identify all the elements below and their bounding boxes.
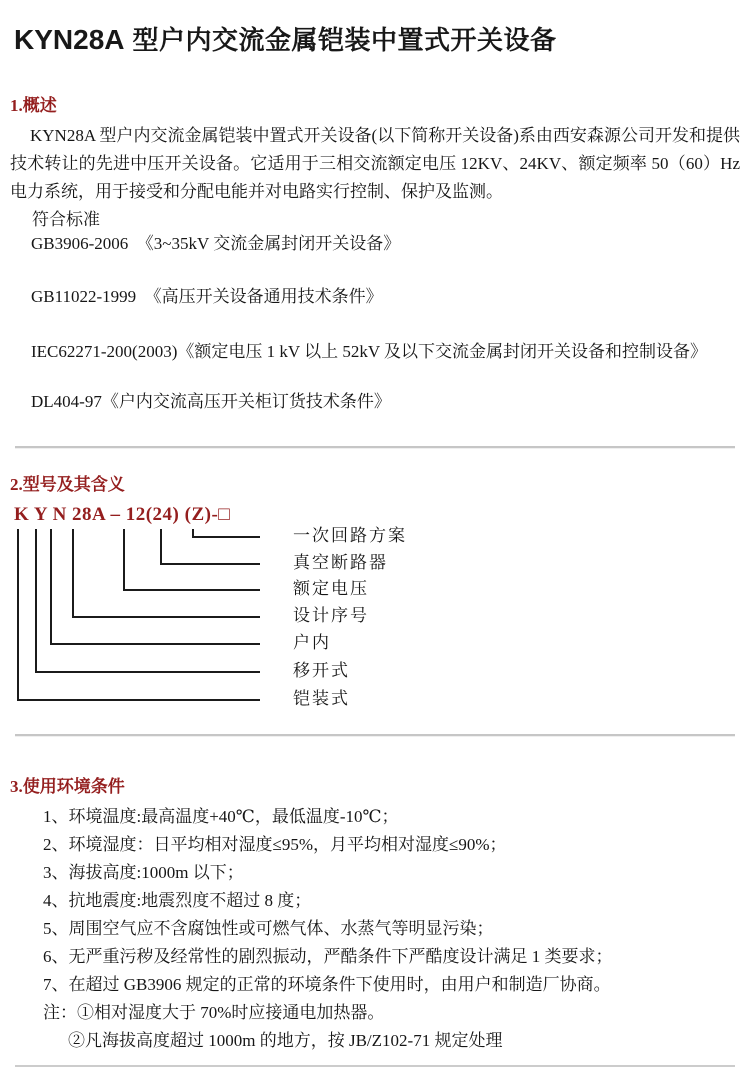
diagram-connector-line: [17, 529, 19, 701]
page-title: [14, 22, 740, 58]
condition-item: 3、海拔高度:1000m 以下；: [43, 863, 244, 882]
condition-item: 7、在超过 GB3906 规定的正常的环境条件下使用时，由用户和制造厂协商。: [43, 975, 611, 994]
title-product-desc: 型户内交流金属铠装中置式开关设备: [132, 25, 557, 55]
overview-paragraph: KYN28A 型户内交流金属铠装中置式开关设备(以下简称开关设备)系由西安森源公司开发和提供技术转让的先进中压开关设备。它适用于三相交流额定电压 12KV、24KV、额定频率 50（60）Hz 电力系统，用于接受和分配电能并对电路实行控制、保护及监测。: [10, 126, 740, 201]
section-divider: [15, 446, 735, 449]
diagram-connector-line: [50, 643, 260, 645]
condition-item: 6、无严重污秽及经常性的剧烈振动，严酷条件下严酷度设计满足 1 类要求；: [43, 947, 613, 966]
model-code-diagram: [10, 526, 740, 725]
diagram-connector-line: [160, 529, 162, 565]
diagram-connector-line: [123, 529, 125, 591]
section-1-heading: 1.概述: [10, 96, 57, 115]
note-item: 注：①相对湿度大于 70%时应接通电加热器。: [43, 1003, 385, 1022]
diagram-label: 户内: [293, 633, 331, 652]
diagram-label: 额定电压: [293, 579, 369, 598]
diagram-connector-line: [123, 589, 260, 591]
diagram-connector-line: [72, 529, 74, 618]
model-code: K Y N 28A – 12(24) (Z)-□: [14, 504, 231, 525]
diagram-connector-line: [17, 699, 260, 701]
diagram-label: 移开式: [293, 661, 350, 680]
standards-list: [10, 234, 740, 412]
title-product-code: KYN28A: [14, 24, 125, 55]
condition-item: 5、周围空气应不含腐蚀性或可燃气体、水蒸气等明显污染；: [43, 919, 494, 938]
diagram-connector-line: [35, 671, 260, 673]
diagram-connector-line: [72, 616, 260, 618]
standard-item: GB3906-2006 《3~35kV 交流金属封闭开关设备》: [31, 234, 401, 253]
diagram-label: 真空断路器: [293, 553, 388, 572]
condition-item: 4、抗地震度:地震烈度不超过 8 度；: [43, 891, 312, 910]
note-item: ②凡海拔高度超过 1000m 的地方，按 JB/Z102-71 规定处理: [68, 1031, 503, 1050]
standard-item: GB11022-1999 《高压开关设备通用技术条件》: [31, 287, 383, 306]
document-page: [0, 22, 750, 1068]
condition-item: 1、环境温度:最高温度+40℃，最低温度-10℃；: [43, 807, 399, 826]
diagram-connector-line: [50, 529, 52, 645]
page-bottom-divider: [15, 1065, 735, 1067]
condition-item: 2、环境湿度：日平均相对湿度≤95%，月平均相对湿度≤90%；: [43, 835, 507, 854]
diagram-connector-line: [192, 536, 260, 538]
diagram-label: 设计序号: [293, 606, 369, 625]
diagram-connector-line: [160, 563, 260, 565]
diagram-connector-line: [35, 529, 37, 673]
page-content: [0, 22, 750, 1055]
diagram-label: 一次回路方案: [293, 526, 407, 545]
standard-item: DL404-97《户内交流高压开关柜订货技术条件》: [31, 392, 391, 411]
standard-item: IEC62271-200(2003)《额定电压 1 kV 以上 52kV 及以下交流金属封闭开关设备和控制设备》: [31, 342, 708, 361]
standards-intro: 符合标准: [32, 210, 100, 229]
section-2-heading: 2.型号及其含义: [10, 475, 125, 494]
section-divider: [15, 734, 735, 737]
conditions-list: [10, 803, 740, 1055]
diagram-label: 铠装式: [293, 689, 350, 708]
section-3-heading: 3.使用环境条件: [10, 777, 125, 796]
